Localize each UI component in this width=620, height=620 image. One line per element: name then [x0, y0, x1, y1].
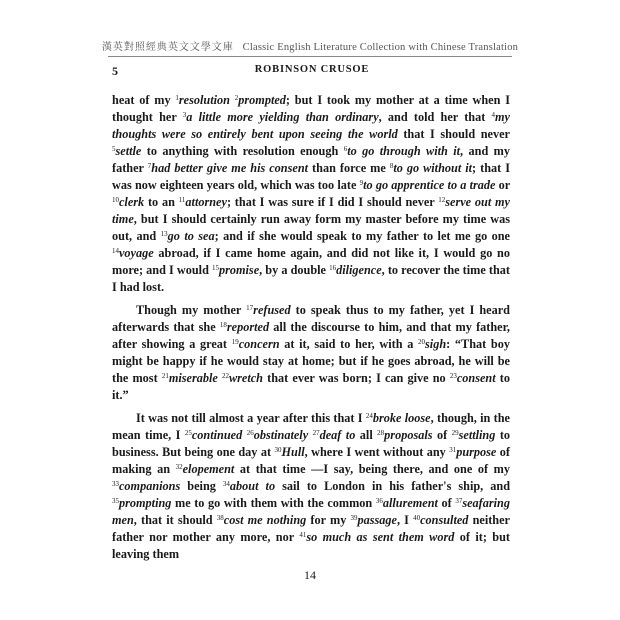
- glossed-term: obstinately: [253, 428, 309, 442]
- glossed-term: so much as sent them word: [306, 530, 455, 544]
- glossary-note-number: 4: [491, 111, 496, 119]
- text-run: at that time —I say, being there, and one of my: [234, 462, 510, 476]
- glossed-term: elopement: [182, 462, 235, 476]
- glossary-note-number: 40: [413, 514, 421, 522]
- text-run: Though my mother: [136, 303, 247, 317]
- glossary-note-number: 38: [216, 514, 224, 522]
- glossary-note-number: 6: [343, 145, 348, 153]
- glossary-note-number: 11: [178, 196, 186, 204]
- glossed-term: a little more yielding than ordinary: [186, 110, 379, 124]
- glossary-note-number: 30: [274, 446, 282, 454]
- glossed-term: prompting: [119, 496, 172, 510]
- glossary-note-number: 21: [161, 372, 169, 380]
- glossary-note-number: 35: [112, 497, 119, 505]
- text-run: of it; but leaving them: [112, 530, 510, 561]
- glossary-note-number: 23: [449, 372, 457, 380]
- glossary-note-number: 36: [375, 497, 383, 505]
- text-run: for my: [306, 513, 351, 527]
- glossary-note-number: 14: [112, 247, 119, 255]
- glossary-note-number: 37: [455, 497, 463, 505]
- glossary-note-number: 1: [175, 94, 179, 102]
- glossary-note-number: 20: [418, 338, 426, 346]
- glossary-note-number: 17: [246, 304, 254, 312]
- text-run: to an: [144, 195, 179, 209]
- text-run: ; but I took my mother at a time when I thought her: [112, 93, 510, 124]
- glossary-note-number: 10: [112, 196, 119, 204]
- glossed-term: consulted: [420, 513, 469, 527]
- text-run: to speak thus to my father, yet I heard afterwards that she: [112, 303, 510, 334]
- text-run: all the discourse to him, and that my father, after showing a great: [112, 320, 510, 351]
- glossed-term: to go through with it: [347, 144, 461, 158]
- text-run: of: [432, 428, 452, 442]
- glossary-note-number: 27: [312, 429, 320, 437]
- glossed-term: miserable: [168, 371, 218, 385]
- text-run: , though, in the mean time, I: [112, 411, 510, 442]
- paragraph: [112, 410, 510, 563]
- glossed-term: continued: [191, 428, 243, 442]
- text-run: me to go with them with the common: [171, 496, 376, 510]
- glossed-term: settle: [115, 144, 142, 158]
- glossed-term: prompted: [238, 93, 286, 107]
- text-run: ; and if she would speak to my father to let me go one: [214, 229, 510, 243]
- text-run: , I: [396, 513, 414, 527]
- glossed-term: go to sea: [167, 229, 215, 243]
- glossary-note-number: 18: [219, 321, 227, 329]
- glossary-note-number: 12: [438, 196, 446, 204]
- glossary-note-number: 39: [350, 514, 358, 522]
- text-run: that ever was born; I can give no: [263, 371, 450, 385]
- glossary-note-number: 7: [147, 162, 152, 170]
- original-page-number: 5: [112, 64, 119, 78]
- glossed-term: cost me nothing: [223, 513, 307, 527]
- series-title-chinese: 漢英對照經典英文文學文庫: [101, 42, 234, 53]
- text-run: , and my father: [112, 144, 510, 175]
- glossed-term: deaf to: [319, 428, 356, 442]
- glossary-note-number: 13: [160, 230, 168, 238]
- glossary-note-number: 5: [112, 145, 116, 153]
- text-run: ; that I was now eighteen years old, which was too late: [112, 161, 510, 192]
- glossary-note-number: 34: [222, 480, 230, 488]
- glossed-term: purpose: [456, 445, 497, 459]
- glossed-term: seafaring men: [112, 496, 510, 527]
- text-run: all: [355, 428, 378, 442]
- glossed-term: consent: [456, 371, 496, 385]
- glossary-note-number: 33: [112, 480, 119, 488]
- glossed-term: wretch: [228, 371, 263, 385]
- running-head: [112, 64, 512, 80]
- glossary-note-number: 25: [184, 429, 192, 437]
- paragraph: [112, 302, 510, 404]
- text-run: heat of my: [112, 93, 176, 107]
- text-run: , by a double: [259, 263, 330, 277]
- glossary-note-number: 29: [451, 429, 459, 437]
- text-run: of making an: [112, 445, 510, 476]
- text-run: being: [180, 479, 223, 493]
- glossed-term: companions: [119, 479, 181, 493]
- text-run: , where I went without any: [304, 445, 450, 459]
- glossed-term: my thoughts were so entirely bent upon seeing the world: [112, 110, 510, 141]
- glossary-note-number: 31: [449, 446, 457, 454]
- glossed-term: had better give me his consent: [151, 161, 309, 175]
- glossary-note-number: 8: [389, 162, 394, 170]
- glossed-term: broke loose: [372, 411, 431, 425]
- glossed-term: proposals: [384, 428, 433, 442]
- glossary-note-number: 24: [365, 412, 373, 420]
- text-run: abroad, if I came home again, and did not like it, I would go no more; and I would: [112, 246, 510, 277]
- glossed-term: attorney: [185, 195, 227, 209]
- glossed-term: voyage: [119, 246, 154, 260]
- glossed-term: serve out my time: [112, 195, 510, 226]
- text-run: , and told her that: [378, 110, 492, 124]
- glossed-term: to go apprentice to a trade: [363, 178, 496, 192]
- text-run: that I should never: [397, 127, 510, 141]
- text-run: ; that I was sure if I did I should never: [226, 195, 439, 209]
- text-run: at it, said to her, with a: [279, 337, 419, 351]
- glossed-term: Hull: [281, 445, 305, 459]
- paragraph: [112, 92, 510, 296]
- text-run: to business. But being one day at: [112, 428, 511, 459]
- glossed-term: clerk: [119, 195, 145, 209]
- glossed-term: settling: [458, 428, 496, 442]
- glossed-term: resolution: [178, 93, 230, 107]
- glossed-term: promise: [218, 263, 260, 277]
- glossed-term: concern: [238, 337, 280, 351]
- series-title-english: Classic English Literature Collection with Chinese Translation: [242, 42, 519, 53]
- text-run: : “That boy might be happy if he would stay at home; but if he goes abroad, he will be the most: [112, 337, 510, 385]
- glossary-note-number: 16: [329, 264, 337, 272]
- page-number: 14: [304, 568, 316, 582]
- text-run: sail to London in his father's ship, and: [275, 479, 511, 493]
- series-header: [0, 38, 620, 53]
- text-run: or: [495, 178, 510, 192]
- glossed-term: sigh: [425, 337, 447, 351]
- text-run: to it.”: [112, 371, 510, 402]
- glossed-term: allurement: [382, 496, 438, 510]
- text-run: It was not till almost a year after this that I: [136, 411, 366, 425]
- text-run: than force me: [308, 161, 390, 175]
- header-rule: [108, 56, 512, 57]
- glossary-note-number: 32: [175, 463, 183, 471]
- glossary-note-number: 28: [377, 429, 385, 437]
- glossary-note-number: 9: [359, 179, 364, 187]
- glossary-note-number: 41: [299, 531, 307, 539]
- glossary-note-number: 3: [182, 111, 187, 119]
- glossed-term: about to: [229, 479, 276, 493]
- text-run: , but I should certainly run away form my master before my time was out, and: [112, 212, 510, 243]
- body-text: [112, 92, 510, 563]
- text-run: , to recover the time that I had lost.: [112, 263, 510, 294]
- glossary-note-number: 19: [231, 338, 239, 346]
- text-run: of: [437, 496, 456, 510]
- glossed-term: reported: [226, 320, 270, 334]
- glossed-term: refused: [253, 303, 291, 317]
- glossary-note-number: 22: [221, 372, 229, 380]
- glossed-term: diligence: [336, 263, 382, 277]
- text-run: to anything with resolution enough: [141, 144, 344, 158]
- text-run: neither father nor mother any more, nor: [112, 513, 510, 544]
- glossed-term: passage: [357, 513, 397, 527]
- glossed-term: to go without it: [393, 161, 473, 175]
- glossary-note-number: 15: [211, 264, 219, 272]
- glossary-note-number: 2: [234, 94, 239, 102]
- book-title: ROBINSON CRUSOE: [254, 64, 370, 75]
- text-run: , that it should: [133, 513, 217, 527]
- glossary-note-number: 26: [246, 429, 254, 437]
